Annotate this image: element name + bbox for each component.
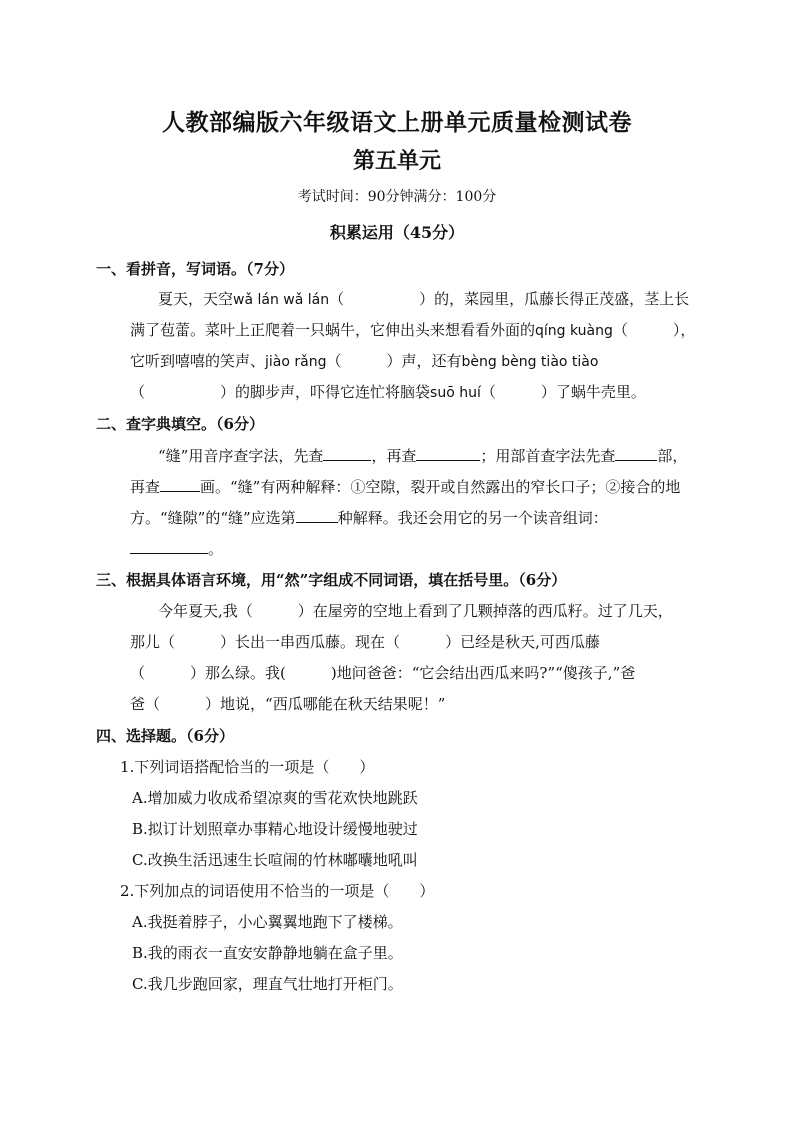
text: 的脚步声，吓得它连忙将脑袋 bbox=[235, 383, 431, 401]
section-1-line-1 bbox=[158, 288, 689, 311]
pinyin-jiaorang: jiào rǎng bbox=[265, 354, 327, 370]
section-2-line-1 bbox=[158, 444, 687, 467]
text: 声，还有 bbox=[401, 352, 462, 370]
text: 满了苞蕾。菜叶上正爬着一只蜗牛，它伸出头来想看看外面的 bbox=[130, 321, 536, 339]
question-2-option-c[interactable]: C.我几步跑回家，理直气壮地打开柜门。 bbox=[132, 975, 403, 993]
text: 爸（ bbox=[130, 695, 161, 713]
fill-blank-meaning[interactable] bbox=[296, 506, 338, 523]
text: 今年夏天,我（ bbox=[158, 602, 253, 620]
text: 它听到嘻嘻的笑声、 bbox=[130, 352, 266, 370]
section-1-heading: 一、看拼音，写词语。（7分） bbox=[96, 260, 294, 278]
text: ）长出一串西瓜藤。现在（ bbox=[220, 633, 401, 651]
question-1: 1.下列词语搭配恰当的一项是（ ） bbox=[120, 758, 375, 776]
answer-blank-2[interactable]: （ ）， bbox=[612, 321, 696, 339]
question-2-option-a[interactable]: A.我挺着脖子，小心翼翼地跑下了楼梯。 bbox=[132, 913, 403, 931]
part-title: 积累运用（45分） bbox=[329, 223, 465, 242]
text: ）那么绿。我( bbox=[190, 664, 286, 682]
ran-blank-3[interactable] bbox=[400, 631, 445, 653]
answer-blank-4[interactable]: （ ） bbox=[130, 383, 236, 401]
unit-title: 第五单元 bbox=[352, 148, 441, 174]
question-1-option-a[interactable]: A.增加威力收成希望凉爽的雪花欢快地跳跃 bbox=[132, 789, 418, 807]
ran-blank-6[interactable] bbox=[160, 693, 205, 715]
section-3-line-4 bbox=[130, 693, 445, 715]
section-2-line-2 bbox=[130, 475, 680, 498]
answer-blank-5[interactable]: （ ） bbox=[480, 383, 556, 401]
answer-blank-3[interactable]: （ ） bbox=[326, 352, 402, 370]
pinyin-qingkuang: qíng kuàng bbox=[535, 323, 613, 339]
text: ）已经是秋天,可西瓜藤 bbox=[445, 633, 600, 651]
fill-blank-strokes[interactable] bbox=[160, 475, 200, 492]
ran-blank-4[interactable] bbox=[145, 662, 190, 684]
question-2: 2.下列加点的词语使用不恰当的一项是（ ） bbox=[120, 882, 435, 900]
fill-blank-other-reading[interactable] bbox=[130, 537, 208, 554]
exam-info: 考试时间：90分钟满分：100分 bbox=[297, 189, 497, 205]
section-1-line-2 bbox=[130, 319, 695, 342]
ran-blank-5[interactable] bbox=[286, 662, 331, 684]
ran-blank-1[interactable] bbox=[253, 600, 298, 622]
text: )地问爸爸：“它会结出西瓜来吗?”“傻孩子,”爸 bbox=[330, 664, 636, 682]
pinyin-walan: wǎ lán wǎ lán bbox=[233, 292, 330, 308]
text: 。 bbox=[208, 540, 224, 558]
text: 种解释。我还会用它的另一个读音组词： bbox=[337, 509, 608, 527]
question-2-option-b[interactable]: B.我的雨衣一直安安静静地躺在盒子里。 bbox=[132, 944, 403, 962]
text: 那儿（ bbox=[130, 633, 176, 651]
section-2-line-3 bbox=[130, 506, 608, 529]
section-3-line-3 bbox=[130, 662, 635, 684]
section-1-line-3 bbox=[130, 350, 598, 373]
text: 的，菜园里，瓜藤长得正茂盛，茎上长 bbox=[434, 290, 690, 308]
text: ；用部首查字法先查 bbox=[480, 447, 616, 465]
text: 画。“缝”有两种解释：①空隙，裂开或自然露出的窄长口子；②接合的地 bbox=[200, 478, 681, 496]
question-1-option-c[interactable]: C.改换生活迅速生长喧闹的竹林嘟囔地吼叫 bbox=[132, 851, 418, 869]
text: ）地说，“西瓜哪能在秋天结果呢！” bbox=[205, 695, 446, 713]
section-1-line-4 bbox=[130, 381, 646, 404]
section-3-heading: 三、根据具体语言环境，用“然”字组成不同词语，填在括号里。（6分） bbox=[96, 571, 567, 589]
text: 部， bbox=[657, 447, 688, 465]
fill-blank-syllable[interactable] bbox=[416, 444, 480, 461]
text: ）在屋旁的空地上看到了几颗掉落的西瓜籽。过了几天， bbox=[297, 602, 673, 620]
section-2-heading: 二、查字典填空。（6分） bbox=[96, 415, 264, 433]
pinyin-bengbeng: bèng bèng tiào tiào bbox=[461, 354, 599, 370]
section-4-heading: 四、选择题。（6分） bbox=[96, 727, 234, 745]
section-3-line-2 bbox=[130, 631, 600, 653]
ran-blank-2[interactable] bbox=[175, 631, 220, 653]
section-3-line-1 bbox=[158, 600, 673, 622]
section-2-line-4 bbox=[130, 537, 223, 560]
text: 夏天，天空 bbox=[158, 290, 234, 308]
text: 了蜗牛壳里。 bbox=[555, 383, 646, 401]
fill-blank-radical[interactable] bbox=[615, 444, 657, 461]
text: 再查 bbox=[130, 478, 161, 496]
pinyin-suohui: suō huí bbox=[430, 385, 481, 401]
answer-blank-1[interactable]: （ ） bbox=[329, 290, 435, 308]
text: ，再查 bbox=[371, 447, 417, 465]
text: （ bbox=[130, 664, 146, 682]
exam-title: 人教部编版六年级语文上册单元质量检测试卷 bbox=[162, 109, 632, 136]
fill-blank-letter[interactable] bbox=[323, 444, 371, 461]
text: 方。“缝隙”的“缝”应选第 bbox=[130, 509, 296, 527]
question-1-option-b[interactable]: B.拟订计划照章办事精心地设计缓慢地驶过 bbox=[132, 820, 418, 838]
text: “缝”用音序查字法，先查 bbox=[158, 447, 324, 465]
